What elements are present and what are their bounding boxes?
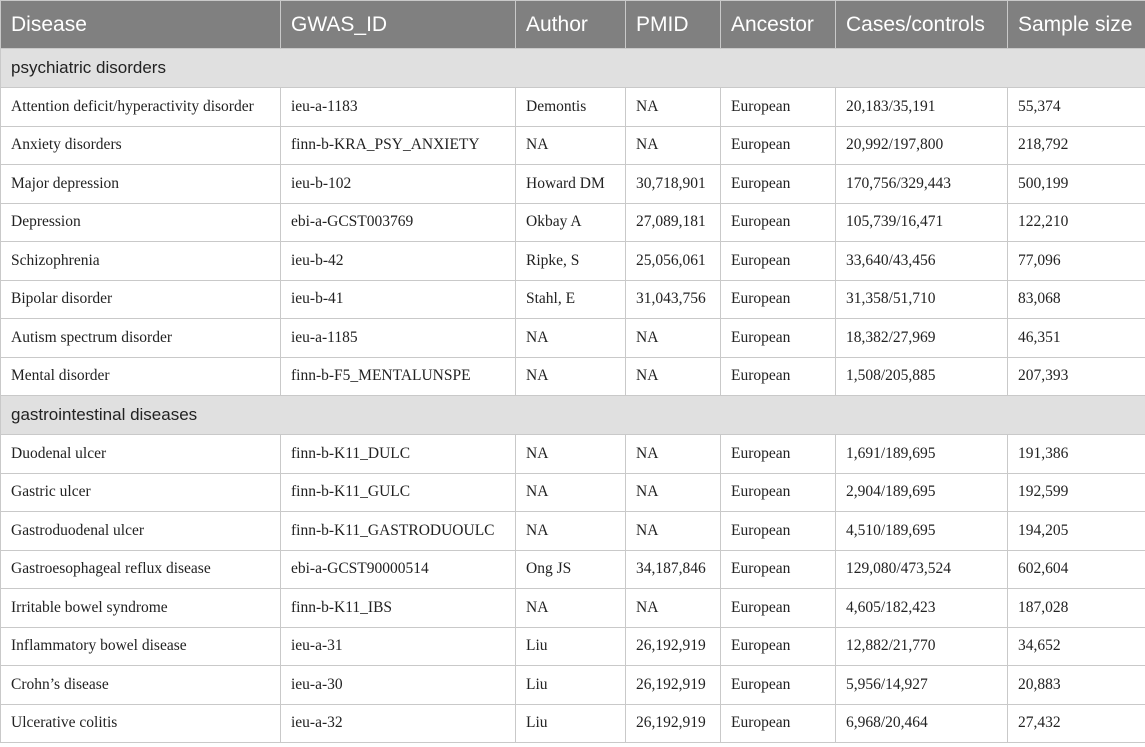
cell-pmid: NA <box>626 512 721 551</box>
cell-ancestor: European <box>721 242 836 281</box>
cell-ancestor: European <box>721 473 836 512</box>
cell-sample-size: 194,205 <box>1008 512 1145 551</box>
cell-sample-size: 207,393 <box>1008 357 1145 396</box>
table-body <box>1 49 1145 743</box>
cell-cases-controls: 4,605/182,423 <box>836 589 1008 628</box>
cell-author: Liu <box>516 627 626 666</box>
table-row <box>1 589 1145 628</box>
cell-author: NA <box>516 319 626 358</box>
header-author: Author <box>516 1 626 49</box>
cell-disease: Duodenal ulcer <box>1 435 281 474</box>
cell-disease: Attention deficit/hyperactivity disorder <box>1 88 281 127</box>
cell-ancestor: European <box>721 357 836 396</box>
cell-cases-controls: 4,510/189,695 <box>836 512 1008 551</box>
cell-sample-size: 192,599 <box>1008 473 1145 512</box>
cell-gwas-id: ieu-a-31 <box>281 627 516 666</box>
table-row <box>1 627 1145 666</box>
cell-pmid: NA <box>626 357 721 396</box>
cell-cases-controls: 105,739/16,471 <box>836 203 1008 242</box>
cell-sample-size: 602,604 <box>1008 550 1145 589</box>
table-row <box>1 126 1145 165</box>
cell-gwas-id: ieu-a-30 <box>281 666 516 705</box>
cell-ancestor: European <box>721 512 836 551</box>
table-row <box>1 473 1145 512</box>
cell-pmid: 34,187,846 <box>626 550 721 589</box>
cell-sample-size: 77,096 <box>1008 242 1145 281</box>
cell-sample-size: 191,386 <box>1008 435 1145 474</box>
header-cases-controls: Cases/controls <box>836 1 1008 49</box>
table-row <box>1 319 1145 358</box>
cell-cases-controls: 12,882/21,770 <box>836 627 1008 666</box>
cell-cases-controls: 2,904/189,695 <box>836 473 1008 512</box>
cell-ancestor: European <box>721 627 836 666</box>
cell-gwas-id: ieu-b-102 <box>281 165 516 204</box>
cell-cases-controls: 20,992/197,800 <box>836 126 1008 165</box>
cell-gwas-id: ieu-a-32 <box>281 704 516 743</box>
cell-disease: Ulcerative colitis <box>1 704 281 743</box>
cell-gwas-id: finn-b-F5_MENTALUNSPE <box>281 357 516 396</box>
cell-ancestor: European <box>721 280 836 319</box>
cell-disease: Gastroduodenal ulcer <box>1 512 281 551</box>
cell-pmid: 31,043,756 <box>626 280 721 319</box>
table-row <box>1 280 1145 319</box>
cell-ancestor: European <box>721 589 836 628</box>
cell-sample-size: 20,883 <box>1008 666 1145 705</box>
cell-ancestor: European <box>721 88 836 127</box>
cell-cases-controls: 170,756/329,443 <box>836 165 1008 204</box>
table-row <box>1 512 1145 551</box>
cell-gwas-id: ebi-a-GCST003769 <box>281 203 516 242</box>
cell-cases-controls: 1,691/189,695 <box>836 435 1008 474</box>
cell-sample-size: 27,432 <box>1008 704 1145 743</box>
cell-author: NA <box>516 435 626 474</box>
cell-disease: Major depression <box>1 165 281 204</box>
cell-pmid: 26,192,919 <box>626 704 721 743</box>
cell-author: Demontis <box>516 88 626 127</box>
cell-cases-controls: 5,956/14,927 <box>836 666 1008 705</box>
cell-disease: Crohn’s disease <box>1 666 281 705</box>
cell-author: Liu <box>516 666 626 705</box>
table-row <box>1 357 1145 396</box>
table-row <box>1 435 1145 474</box>
cell-disease: Gastroesophageal reflux disease <box>1 550 281 589</box>
table-row <box>1 242 1145 281</box>
cell-gwas-id: ieu-b-42 <box>281 242 516 281</box>
cell-sample-size: 122,210 <box>1008 203 1145 242</box>
cell-author: Ong JS <box>516 550 626 589</box>
cell-pmid: NA <box>626 319 721 358</box>
cell-ancestor: European <box>721 704 836 743</box>
header-disease: Disease <box>1 1 281 49</box>
cell-gwas-id: finn-b-K11_IBS <box>281 589 516 628</box>
cell-disease: Depression <box>1 203 281 242</box>
table-row <box>1 203 1145 242</box>
cell-pmid: 26,192,919 <box>626 627 721 666</box>
header-gwas-id: GWAS_ID <box>281 1 516 49</box>
cell-ancestor: European <box>721 550 836 589</box>
section-row <box>1 49 1145 88</box>
cell-pmid: 26,192,919 <box>626 666 721 705</box>
cell-ancestor: European <box>721 666 836 705</box>
cell-disease: Schizophrenia <box>1 242 281 281</box>
cell-author: Stahl, E <box>516 280 626 319</box>
section-row <box>1 396 1145 435</box>
cell-ancestor: European <box>721 203 836 242</box>
cell-gwas-id: ebi-a-GCST90000514 <box>281 550 516 589</box>
cell-gwas-id: ieu-a-1185 <box>281 319 516 358</box>
cell-disease: Gastric ulcer <box>1 473 281 512</box>
cell-pmid: NA <box>626 473 721 512</box>
cell-cases-controls: 6,968/20,464 <box>836 704 1008 743</box>
table-row <box>1 704 1145 743</box>
cell-gwas-id: finn-b-K11_DULC <box>281 435 516 474</box>
cell-pmid: 27,089,181 <box>626 203 721 242</box>
cell-cases-controls: 18,382/27,969 <box>836 319 1008 358</box>
table-row <box>1 88 1145 127</box>
cell-ancestor: European <box>721 435 836 474</box>
cell-gwas-id: ieu-b-41 <box>281 280 516 319</box>
cell-sample-size: 46,351 <box>1008 319 1145 358</box>
header-sample-size: Sample size <box>1008 1 1145 49</box>
table-row <box>1 165 1145 204</box>
cell-gwas-id: finn-b-K11_GASTRODUOULC <box>281 512 516 551</box>
cell-sample-size: 187,028 <box>1008 589 1145 628</box>
cell-pmid: NA <box>626 126 721 165</box>
cell-ancestor: European <box>721 126 836 165</box>
cell-sample-size: 55,374 <box>1008 88 1145 127</box>
cell-sample-size: 218,792 <box>1008 126 1145 165</box>
cell-disease: Anxiety disorders <box>1 126 281 165</box>
cell-pmid: NA <box>626 88 721 127</box>
cell-cases-controls: 20,183/35,191 <box>836 88 1008 127</box>
cell-pmid: NA <box>626 435 721 474</box>
cell-ancestor: European <box>721 165 836 204</box>
cell-disease: Autism spectrum disorder <box>1 319 281 358</box>
cell-sample-size: 83,068 <box>1008 280 1145 319</box>
cell-cases-controls: 129,080/473,524 <box>836 550 1008 589</box>
cell-disease: Inflammatory bowel disease <box>1 627 281 666</box>
cell-gwas-id: finn-b-K11_GULC <box>281 473 516 512</box>
cell-gwas-id: ieu-a-1183 <box>281 88 516 127</box>
cell-author: NA <box>516 512 626 551</box>
cell-disease: Mental disorder <box>1 357 281 396</box>
cell-cases-controls: 31,358/51,710 <box>836 280 1008 319</box>
cell-pmid: 25,056,061 <box>626 242 721 281</box>
cell-sample-size: 500,199 <box>1008 165 1145 204</box>
header-pmid: PMID <box>626 1 721 49</box>
cell-sample-size: 34,652 <box>1008 627 1145 666</box>
cell-cases-controls: 1,508/205,885 <box>836 357 1008 396</box>
cell-author: Ripke, S <box>516 242 626 281</box>
cell-author: NA <box>516 357 626 396</box>
section-title: gastrointestinal diseases <box>1 396 1145 435</box>
cell-author: Howard DM <box>516 165 626 204</box>
cell-author: NA <box>516 589 626 628</box>
cell-pmid: NA <box>626 589 721 628</box>
section-title: psychiatric disorders <box>1 49 1145 88</box>
table-header-row <box>1 1 1145 49</box>
cell-disease: Irritable bowel syndrome <box>1 589 281 628</box>
cell-gwas-id: finn-b-KRA_PSY_ANXIETY <box>281 126 516 165</box>
header-ancestor: Ancestor <box>721 1 836 49</box>
cell-author: Okbay A <box>516 203 626 242</box>
table-row <box>1 550 1145 589</box>
cell-disease: Bipolar disorder <box>1 280 281 319</box>
cell-author: Liu <box>516 704 626 743</box>
cell-author: NA <box>516 473 626 512</box>
cell-author: NA <box>516 126 626 165</box>
cell-cases-controls: 33,640/43,456 <box>836 242 1008 281</box>
cell-ancestor: European <box>721 319 836 358</box>
cell-pmid: 30,718,901 <box>626 165 721 204</box>
table-row <box>1 666 1145 705</box>
